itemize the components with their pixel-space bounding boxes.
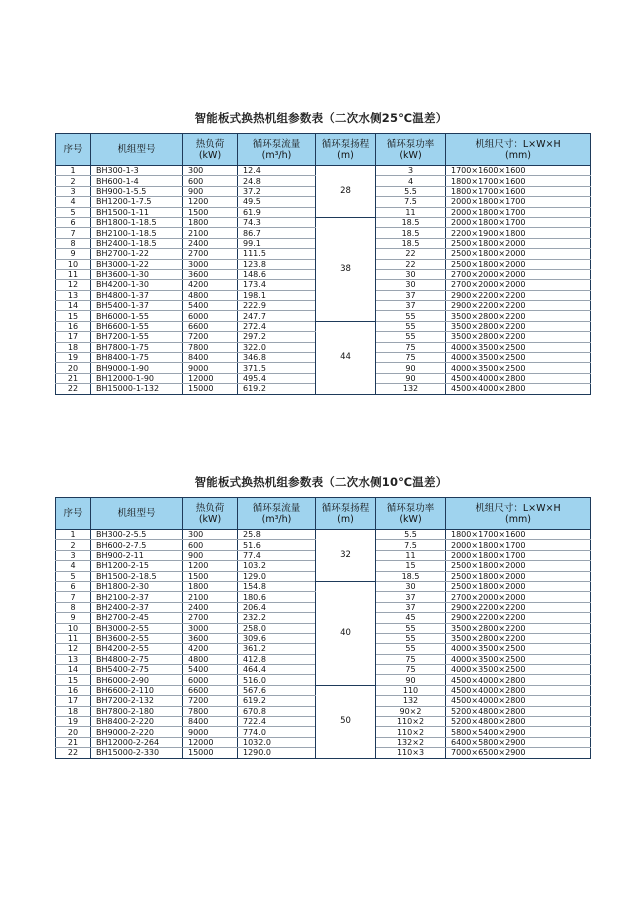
cell-pump-flow: 180.6 xyxy=(238,592,316,602)
cell-heat-load: 1800 xyxy=(183,217,238,227)
cell-heat-load: 9000 xyxy=(183,727,238,737)
header-no: 序号 xyxy=(56,134,91,166)
cell-unit-size: 2900×2200×2200 xyxy=(446,602,591,612)
cell-pump-power: 7.5 xyxy=(376,540,446,550)
cell-unit-size: 2000×1800×1700 xyxy=(446,550,591,560)
cell-model: BH12000-1-90 xyxy=(91,373,183,383)
header-unit-size: 机组尺寸：L×W×H (mm) xyxy=(446,134,591,166)
header-unit-size: 机组尺寸：L×W×H (mm) xyxy=(446,498,591,530)
cell-pump-power: 45 xyxy=(376,613,446,623)
cell-no: 9 xyxy=(56,613,91,623)
cell-heat-load: 4200 xyxy=(183,644,238,654)
cell-no: 14 xyxy=(56,665,91,675)
cell-heat-load: 2100 xyxy=(183,592,238,602)
cell-pump-power: 3 xyxy=(376,166,446,176)
cell-no: 20 xyxy=(56,363,91,373)
cell-pump-power: 110×2 xyxy=(376,717,446,727)
cell-pump-power: 55 xyxy=(376,321,446,331)
cell-pump-power: 55 xyxy=(376,332,446,342)
cell-unit-size: 2500×1800×2000 xyxy=(446,249,591,259)
cell-model: BH9000-2-220 xyxy=(91,727,183,737)
cell-pump-flow: 464.4 xyxy=(238,665,316,675)
cell-unit-size: 2200×1900×1800 xyxy=(446,228,591,238)
cell-no: 18 xyxy=(56,706,91,716)
cell-pump-flow: 232.2 xyxy=(238,613,316,623)
cell-pump-power: 90×2 xyxy=(376,706,446,716)
table-row xyxy=(56,217,591,227)
cell-pump-flow: 774.0 xyxy=(238,727,316,737)
cell-pump-power: 132×2 xyxy=(376,737,446,747)
cell-pump-flow: 412.8 xyxy=(238,654,316,664)
cell-heat-load: 7200 xyxy=(183,332,238,342)
cell-pump-power: 37 xyxy=(376,301,446,311)
cell-pump-flow: 198.1 xyxy=(238,290,316,300)
cell-pump-power: 90 xyxy=(376,373,446,383)
cell-pump-power: 55 xyxy=(376,623,446,633)
cell-pump-flow: 247.7 xyxy=(238,311,316,321)
cell-pump-power: 110×3 xyxy=(376,748,446,758)
cell-no: 18 xyxy=(56,342,91,352)
cell-unit-size: 3500×2800×2200 xyxy=(446,332,591,342)
cell-unit-size: 2000×1800×1700 xyxy=(446,207,591,217)
cell-no: 14 xyxy=(56,301,91,311)
cell-heat-load: 12000 xyxy=(183,373,238,383)
cell-no: 17 xyxy=(56,696,91,706)
cell-no: 10 xyxy=(56,259,91,269)
cell-pump-flow: 1290.0 xyxy=(238,748,316,758)
cell-pump-flow: 24.8 xyxy=(238,176,316,186)
cell-model: BH12000-2-264 xyxy=(91,737,183,747)
cell-heat-load: 6600 xyxy=(183,685,238,695)
cell-pump-power: 37 xyxy=(376,290,446,300)
cell-model: BH4800-1-37 xyxy=(91,290,183,300)
cell-heat-load: 1500 xyxy=(183,207,238,217)
cell-unit-size: 1800×1700×1600 xyxy=(446,186,591,196)
cell-pump-power: 75 xyxy=(376,654,446,664)
cell-no: 6 xyxy=(56,581,91,591)
cell-heat-load: 12000 xyxy=(183,737,238,747)
cell-pump-power: 5.5 xyxy=(376,186,446,196)
cell-model: BH6000-1-55 xyxy=(91,311,183,321)
cell-pump-power: 18.5 xyxy=(376,217,446,227)
cell-pump-flow: 86.7 xyxy=(238,228,316,238)
cell-no: 7 xyxy=(56,228,91,238)
header-pump-head: 循环泵扬程 (m) xyxy=(316,134,376,166)
cell-model: BH3000-2-55 xyxy=(91,623,183,633)
cell-pump-flow: 25.8 xyxy=(238,530,316,540)
cell-model: BH1500-2-18.5 xyxy=(91,571,183,581)
cell-unit-size: 3500×2800×2200 xyxy=(446,321,591,331)
table-title-2: 智能板式换热机组参数表（二次水侧10℃温差） xyxy=(194,475,448,489)
cell-model: BH8400-2-220 xyxy=(91,717,183,727)
cell-model: BH2100-1-18.5 xyxy=(91,228,183,238)
cell-pump-flow: 309.6 xyxy=(238,633,316,643)
cell-pump-flow: 61.9 xyxy=(238,207,316,217)
cell-pump-flow: 258.0 xyxy=(238,623,316,633)
cell-pump-power: 11 xyxy=(376,550,446,560)
cell-pump-flow: 371.5 xyxy=(238,363,316,373)
cell-no: 16 xyxy=(56,685,91,695)
cell-pump-flow: 272.4 xyxy=(238,321,316,331)
cell-model: BH6600-1-55 xyxy=(91,321,183,331)
cell-model: BH600-1-4 xyxy=(91,176,183,186)
cell-unit-size: 4000×3500×2500 xyxy=(446,353,591,363)
cell-unit-size: 4000×3500×2500 xyxy=(446,342,591,352)
cell-heat-load: 2400 xyxy=(183,602,238,612)
cell-no: 1 xyxy=(56,166,91,176)
cell-unit-size: 2700×2000×2000 xyxy=(446,269,591,279)
cell-pump-flow: 103.2 xyxy=(238,561,316,571)
cell-no: 4 xyxy=(56,197,91,207)
cell-unit-size: 2000×1800×1700 xyxy=(446,540,591,550)
cell-heat-load: 1800 xyxy=(183,581,238,591)
cell-pump-power: 30 xyxy=(376,280,446,290)
cell-model: BH900-1-5.5 xyxy=(91,186,183,196)
cell-unit-size: 2700×2000×2000 xyxy=(446,280,591,290)
cell-heat-load: 5400 xyxy=(183,301,238,311)
cell-heat-load: 2100 xyxy=(183,228,238,238)
cell-model: BH3000-1-22 xyxy=(91,259,183,269)
cell-pump-flow: 1032.0 xyxy=(238,737,316,747)
cell-unit-size: 4500×4000×2800 xyxy=(446,685,591,695)
cell-unit-size: 4000×3500×2500 xyxy=(446,644,591,654)
cell-no: 13 xyxy=(56,654,91,664)
cell-heat-load: 8400 xyxy=(183,353,238,363)
cell-pump-flow: 206.4 xyxy=(238,602,316,612)
cell-no: 21 xyxy=(56,737,91,747)
cell-unit-size: 2500×1800×2000 xyxy=(446,259,591,269)
cell-pump-power: 55 xyxy=(376,633,446,643)
cell-pump-flow: 37.2 xyxy=(238,186,316,196)
cell-pump-power: 4 xyxy=(376,176,446,186)
cell-heat-load: 2700 xyxy=(183,249,238,259)
cell-no: 12 xyxy=(56,644,91,654)
cell-pump-flow: 619.2 xyxy=(238,696,316,706)
header-pump-head: 循环泵扬程 (m) xyxy=(316,498,376,530)
cell-pump-power: 18.5 xyxy=(376,228,446,238)
cell-unit-size: 3500×2800×2200 xyxy=(446,311,591,321)
cell-model: BH4200-1-30 xyxy=(91,280,183,290)
cell-unit-size: 4500×4000×2800 xyxy=(446,675,591,685)
cell-pump-power: 55 xyxy=(376,644,446,654)
cell-unit-size: 5200×4800×2800 xyxy=(446,717,591,727)
cell-pump-flow: 51.6 xyxy=(238,540,316,550)
cell-model: BH8400-1-75 xyxy=(91,353,183,363)
cell-model: BH6000-2-90 xyxy=(91,675,183,685)
cell-no: 20 xyxy=(56,727,91,737)
cell-unit-size: 2900×2200×2200 xyxy=(446,290,591,300)
cell-no: 2 xyxy=(56,176,91,186)
cell-no: 3 xyxy=(56,550,91,560)
cell-pump-power: 22 xyxy=(376,249,446,259)
cell-unit-size: 7000×6500×2900 xyxy=(446,748,591,758)
cell-model: BH9000-1-90 xyxy=(91,363,183,373)
cell-pump-head: 32 xyxy=(316,530,376,582)
cell-heat-load: 8400 xyxy=(183,717,238,727)
cell-pump-power: 75 xyxy=(376,665,446,675)
cell-unit-size: 1700×1600×1600 xyxy=(446,166,591,176)
cell-model: BH2700-1-22 xyxy=(91,249,183,259)
cell-pump-flow: 222.9 xyxy=(238,301,316,311)
cell-no: 15 xyxy=(56,311,91,321)
cell-model: BH2700-2-45 xyxy=(91,613,183,623)
table-row xyxy=(56,530,591,540)
cell-heat-load: 7200 xyxy=(183,696,238,706)
cell-pump-flow: 670.8 xyxy=(238,706,316,716)
cell-unit-size: 6400×5800×2900 xyxy=(446,737,591,747)
cell-model: BH5400-2-75 xyxy=(91,665,183,675)
cell-pump-flow: 111.5 xyxy=(238,249,316,259)
cell-unit-size: 4500×4000×2800 xyxy=(446,696,591,706)
cell-unit-size: 2700×2000×2000 xyxy=(446,592,591,602)
cell-model: BH900-2-11 xyxy=(91,550,183,560)
cell-heat-load: 15000 xyxy=(183,748,238,758)
cell-no: 19 xyxy=(56,717,91,727)
cell-model: BH2400-1-18.5 xyxy=(91,238,183,248)
cell-no: 6 xyxy=(56,217,91,227)
cell-no: 13 xyxy=(56,290,91,300)
cell-model: BH600-2-7.5 xyxy=(91,540,183,550)
cell-heat-load: 4800 xyxy=(183,654,238,664)
cell-model: BH300-2-5.5 xyxy=(91,530,183,540)
cell-model: BH4200-2-55 xyxy=(91,644,183,654)
cell-heat-load: 7800 xyxy=(183,706,238,716)
header-heat-load: 热负荷 (kW) xyxy=(183,498,238,530)
cell-pump-power: 18.5 xyxy=(376,571,446,581)
cell-no: 12 xyxy=(56,280,91,290)
header-model: 机组型号 xyxy=(91,134,183,166)
cell-model: BH2400-2-37 xyxy=(91,602,183,612)
cell-heat-load: 2400 xyxy=(183,238,238,248)
cell-unit-size: 1800×1700×1600 xyxy=(446,176,591,186)
cell-unit-size: 4500×4000×2800 xyxy=(446,384,591,394)
cell-pump-power: 18.5 xyxy=(376,238,446,248)
header-no: 序号 xyxy=(56,498,91,530)
cell-unit-size: 2000×1800×1700 xyxy=(446,217,591,227)
cell-unit-size: 2000×1800×1700 xyxy=(446,197,591,207)
cell-pump-power: 30 xyxy=(376,581,446,591)
header-pump-power: 循环泵功率 (kW) xyxy=(376,134,446,166)
cell-pump-flow: 74.3 xyxy=(238,217,316,227)
cell-unit-size: 2500×1800×2000 xyxy=(446,581,591,591)
cell-heat-load: 7800 xyxy=(183,342,238,352)
cell-unit-size: 3500×2800×2200 xyxy=(446,633,591,643)
cell-model: BH1200-1-7.5 xyxy=(91,197,183,207)
cell-no: 8 xyxy=(56,238,91,248)
cell-pump-flow: 49.5 xyxy=(238,197,316,207)
table-row xyxy=(56,581,591,591)
cell-model: BH1200-2-15 xyxy=(91,561,183,571)
cell-model: BH4800-2-75 xyxy=(91,654,183,664)
cell-pump-head: 50 xyxy=(316,685,376,758)
header-heat-load: 热负荷 (kW) xyxy=(183,134,238,166)
cell-pump-power: 75 xyxy=(376,342,446,352)
cell-pump-power: 7.5 xyxy=(376,197,446,207)
cell-unit-size: 3500×2800×2200 xyxy=(446,623,591,633)
cell-no: 22 xyxy=(56,748,91,758)
cell-heat-load: 900 xyxy=(183,186,238,196)
cell-pump-power: 110×2 xyxy=(376,727,446,737)
cell-pump-head: 28 xyxy=(316,166,376,218)
cell-pump-head: 44 xyxy=(316,321,376,394)
cell-no: 11 xyxy=(56,633,91,643)
cell-heat-load: 900 xyxy=(183,550,238,560)
cell-model: BH6600-2-110 xyxy=(91,685,183,695)
cell-heat-load: 1200 xyxy=(183,561,238,571)
header-model: 机组型号 xyxy=(91,498,183,530)
cell-model: BH15000-2-330 xyxy=(91,748,183,758)
cell-model: BH1500-1-11 xyxy=(91,207,183,217)
cell-pump-flow: 99.1 xyxy=(238,238,316,248)
cell-pump-head: 40 xyxy=(316,581,376,685)
cell-model: BH7200-2-132 xyxy=(91,696,183,706)
cell-model: BH15000-1-132 xyxy=(91,384,183,394)
cell-pump-power: 90 xyxy=(376,675,446,685)
cell-heat-load: 15000 xyxy=(183,384,238,394)
cell-model: BH1800-2-30 xyxy=(91,581,183,591)
cell-pump-flow: 123.8 xyxy=(238,259,316,269)
table-row xyxy=(56,685,591,695)
table-row xyxy=(56,321,591,331)
cell-pump-flow: 322.0 xyxy=(238,342,316,352)
cell-no: 9 xyxy=(56,249,91,259)
cell-pump-power: 22 xyxy=(376,259,446,269)
cell-unit-size: 2500×1800×2000 xyxy=(446,561,591,571)
cell-pump-power: 132 xyxy=(376,384,446,394)
cell-model: BH7800-2-180 xyxy=(91,706,183,716)
cell-no: 22 xyxy=(56,384,91,394)
header-pump-flow: 循环泵流量 (m³/h) xyxy=(238,134,316,166)
cell-no: 5 xyxy=(56,207,91,217)
cell-heat-load: 3000 xyxy=(183,259,238,269)
cell-heat-load: 4200 xyxy=(183,280,238,290)
cell-pump-flow: 173.4 xyxy=(238,280,316,290)
cell-no: 10 xyxy=(56,623,91,633)
cell-model: BH7200-1-55 xyxy=(91,332,183,342)
cell-pump-power: 37 xyxy=(376,602,446,612)
cell-unit-size: 5800×5400×2900 xyxy=(446,727,591,737)
cell-heat-load: 600 xyxy=(183,176,238,186)
cell-no: 17 xyxy=(56,332,91,342)
cell-pump-head: 38 xyxy=(316,217,376,321)
cell-pump-flow: 619.2 xyxy=(238,384,316,394)
parameter-table-10c xyxy=(55,497,591,759)
cell-pump-power: 15 xyxy=(376,561,446,571)
cell-no: 15 xyxy=(56,675,91,685)
cell-model: BH2100-2-37 xyxy=(91,592,183,602)
cell-model: BH1800-1-18.5 xyxy=(91,217,183,227)
cell-heat-load: 5400 xyxy=(183,665,238,675)
cell-pump-flow: 77.4 xyxy=(238,550,316,560)
cell-no: 7 xyxy=(56,592,91,602)
cell-heat-load: 6600 xyxy=(183,321,238,331)
cell-heat-load: 2700 xyxy=(183,613,238,623)
cell-pump-flow: 567.6 xyxy=(238,685,316,695)
table-title-1: 智能板式换热机组参数表（二次水侧25℃温差） xyxy=(194,111,448,125)
cell-no: 5 xyxy=(56,571,91,581)
cell-model: BH3600-2-55 xyxy=(91,633,183,643)
cell-pump-flow: 495.4 xyxy=(238,373,316,383)
cell-pump-flow: 129.0 xyxy=(238,571,316,581)
cell-pump-power: 5.5 xyxy=(376,530,446,540)
cell-no: 1 xyxy=(56,530,91,540)
cell-heat-load: 1500 xyxy=(183,571,238,581)
cell-unit-size: 2500×1800×2000 xyxy=(446,238,591,248)
cell-unit-size: 4500×4000×2800 xyxy=(446,373,591,383)
cell-unit-size: 2900×2200×2200 xyxy=(446,613,591,623)
cell-pump-flow: 722.4 xyxy=(238,717,316,727)
cell-unit-size: 2900×2200×2200 xyxy=(446,301,591,311)
cell-heat-load: 6000 xyxy=(183,311,238,321)
cell-no: 19 xyxy=(56,353,91,363)
cell-heat-load: 600 xyxy=(183,540,238,550)
cell-pump-flow: 148.6 xyxy=(238,269,316,279)
cell-pump-power: 132 xyxy=(376,696,446,706)
cell-model: BH7800-1-75 xyxy=(91,342,183,352)
cell-heat-load: 300 xyxy=(183,166,238,176)
cell-heat-load: 3600 xyxy=(183,633,238,643)
cell-pump-power: 55 xyxy=(376,311,446,321)
cell-heat-load: 6000 xyxy=(183,675,238,685)
cell-model: BH5400-1-37 xyxy=(91,301,183,311)
cell-model: BH3600-1-30 xyxy=(91,269,183,279)
cell-pump-power: 75 xyxy=(376,353,446,363)
cell-pump-flow: 346.8 xyxy=(238,353,316,363)
cell-heat-load: 300 xyxy=(183,530,238,540)
cell-unit-size: 4000×3500×2500 xyxy=(446,363,591,373)
cell-heat-load: 3600 xyxy=(183,269,238,279)
cell-pump-flow: 516.0 xyxy=(238,675,316,685)
cell-unit-size: 1800×1700×1600 xyxy=(446,530,591,540)
parameter-table-25c xyxy=(55,133,591,395)
cell-no: 11 xyxy=(56,269,91,279)
cell-pump-power: 30 xyxy=(376,269,446,279)
cell-no: 21 xyxy=(56,373,91,383)
cell-no: 4 xyxy=(56,561,91,571)
cell-heat-load: 3000 xyxy=(183,623,238,633)
cell-no: 16 xyxy=(56,321,91,331)
cell-pump-flow: 297.2 xyxy=(238,332,316,342)
cell-pump-power: 90 xyxy=(376,363,446,373)
cell-pump-flow: 12.4 xyxy=(238,166,316,176)
header-pump-power: 循环泵功率 (kW) xyxy=(376,498,446,530)
table-row xyxy=(56,166,591,176)
cell-pump-power: 37 xyxy=(376,592,446,602)
cell-pump-flow: 154.8 xyxy=(238,581,316,591)
cell-model: BH300-1-3 xyxy=(91,166,183,176)
cell-no: 8 xyxy=(56,602,91,612)
cell-no: 2 xyxy=(56,540,91,550)
cell-heat-load: 1200 xyxy=(183,197,238,207)
cell-pump-power: 110 xyxy=(376,685,446,695)
cell-pump-flow: 361.2 xyxy=(238,644,316,654)
cell-heat-load: 4800 xyxy=(183,290,238,300)
header-pump-flow: 循环泵流量 (m³/h) xyxy=(238,498,316,530)
cell-unit-size: 4000×3500×2500 xyxy=(446,665,591,675)
cell-unit-size: 4000×3500×2500 xyxy=(446,654,591,664)
cell-heat-load: 9000 xyxy=(183,363,238,373)
cell-no: 3 xyxy=(56,186,91,196)
cell-unit-size: 5200×4800×2800 xyxy=(446,706,591,716)
cell-pump-power: 11 xyxy=(376,207,446,217)
cell-unit-size: 2500×1800×2000 xyxy=(446,571,591,581)
